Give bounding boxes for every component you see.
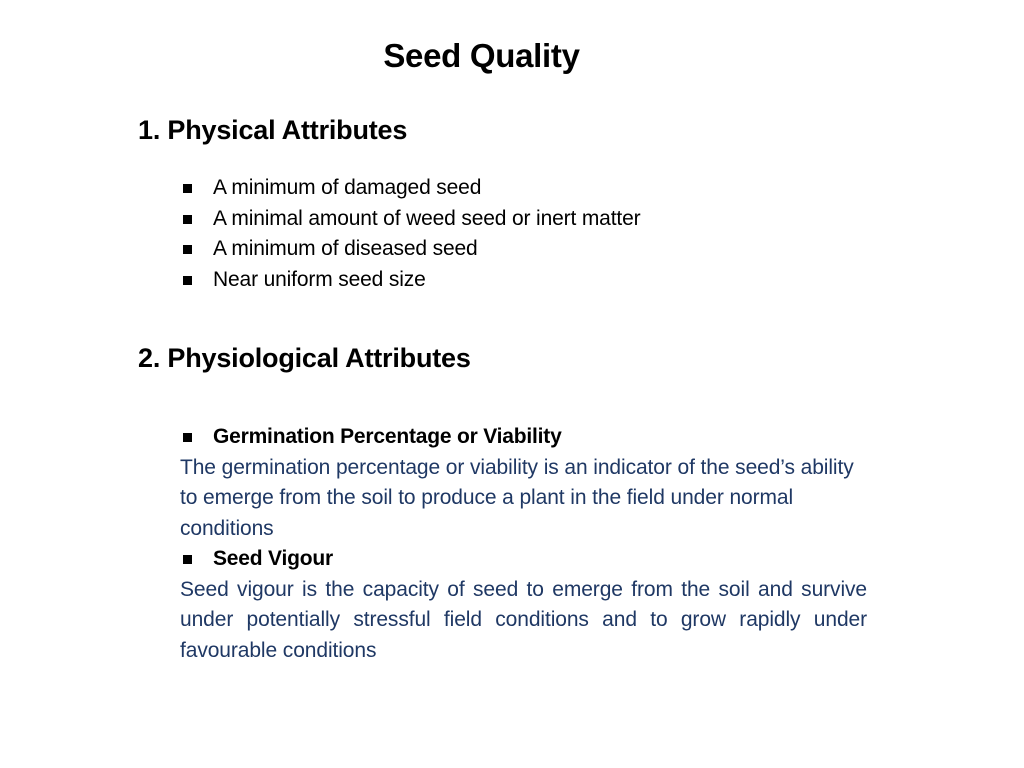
list-item bbox=[180, 173, 640, 204]
germination-label: Germination Percentage or Viability bbox=[213, 425, 562, 448]
germination-item bbox=[180, 422, 867, 544]
section-heading-physical: 1. Physical Attributes bbox=[138, 115, 408, 145]
seed-vigour-description: Seed vigour is the capacity of seed to emerge from the soil and survive under potentially stressful field conditions and to grow rapidly under favourable conditions bbox=[180, 577, 867, 662]
square-bullet-icon bbox=[183, 245, 192, 254]
list-item-text: A minimal amount of weed seed or inert matter bbox=[213, 206, 641, 230]
square-bullet-icon bbox=[183, 184, 192, 193]
square-bullet-icon bbox=[183, 555, 192, 564]
list-item-text: A minimum of diseased seed bbox=[213, 237, 478, 260]
seed-vigour-heading bbox=[180, 544, 867, 575]
physical-attributes-list bbox=[180, 173, 640, 295]
germination-heading bbox=[180, 422, 867, 453]
seed-vigour-label: Seed Vigour bbox=[213, 547, 333, 570]
list-item-text: A minimum of damaged seed bbox=[213, 176, 482, 199]
germination-description: The germination percentage or viability is an indicator of the seed’s ability to emerge from the soil to produce a plant in the field under normal conditions bbox=[180, 455, 854, 540]
section-heading-physiological: 2. Physiological Attributes bbox=[138, 343, 471, 373]
list-item bbox=[180, 234, 640, 265]
square-bullet-icon bbox=[183, 433, 192, 442]
seed-vigour-item bbox=[180, 544, 867, 666]
square-bullet-icon bbox=[183, 215, 192, 224]
slide-title: Seed Quality bbox=[383, 37, 580, 74]
list-item bbox=[180, 204, 640, 235]
list-item bbox=[180, 265, 640, 296]
list-item-text: Near uniform seed size bbox=[213, 267, 426, 291]
square-bullet-icon bbox=[183, 276, 192, 285]
